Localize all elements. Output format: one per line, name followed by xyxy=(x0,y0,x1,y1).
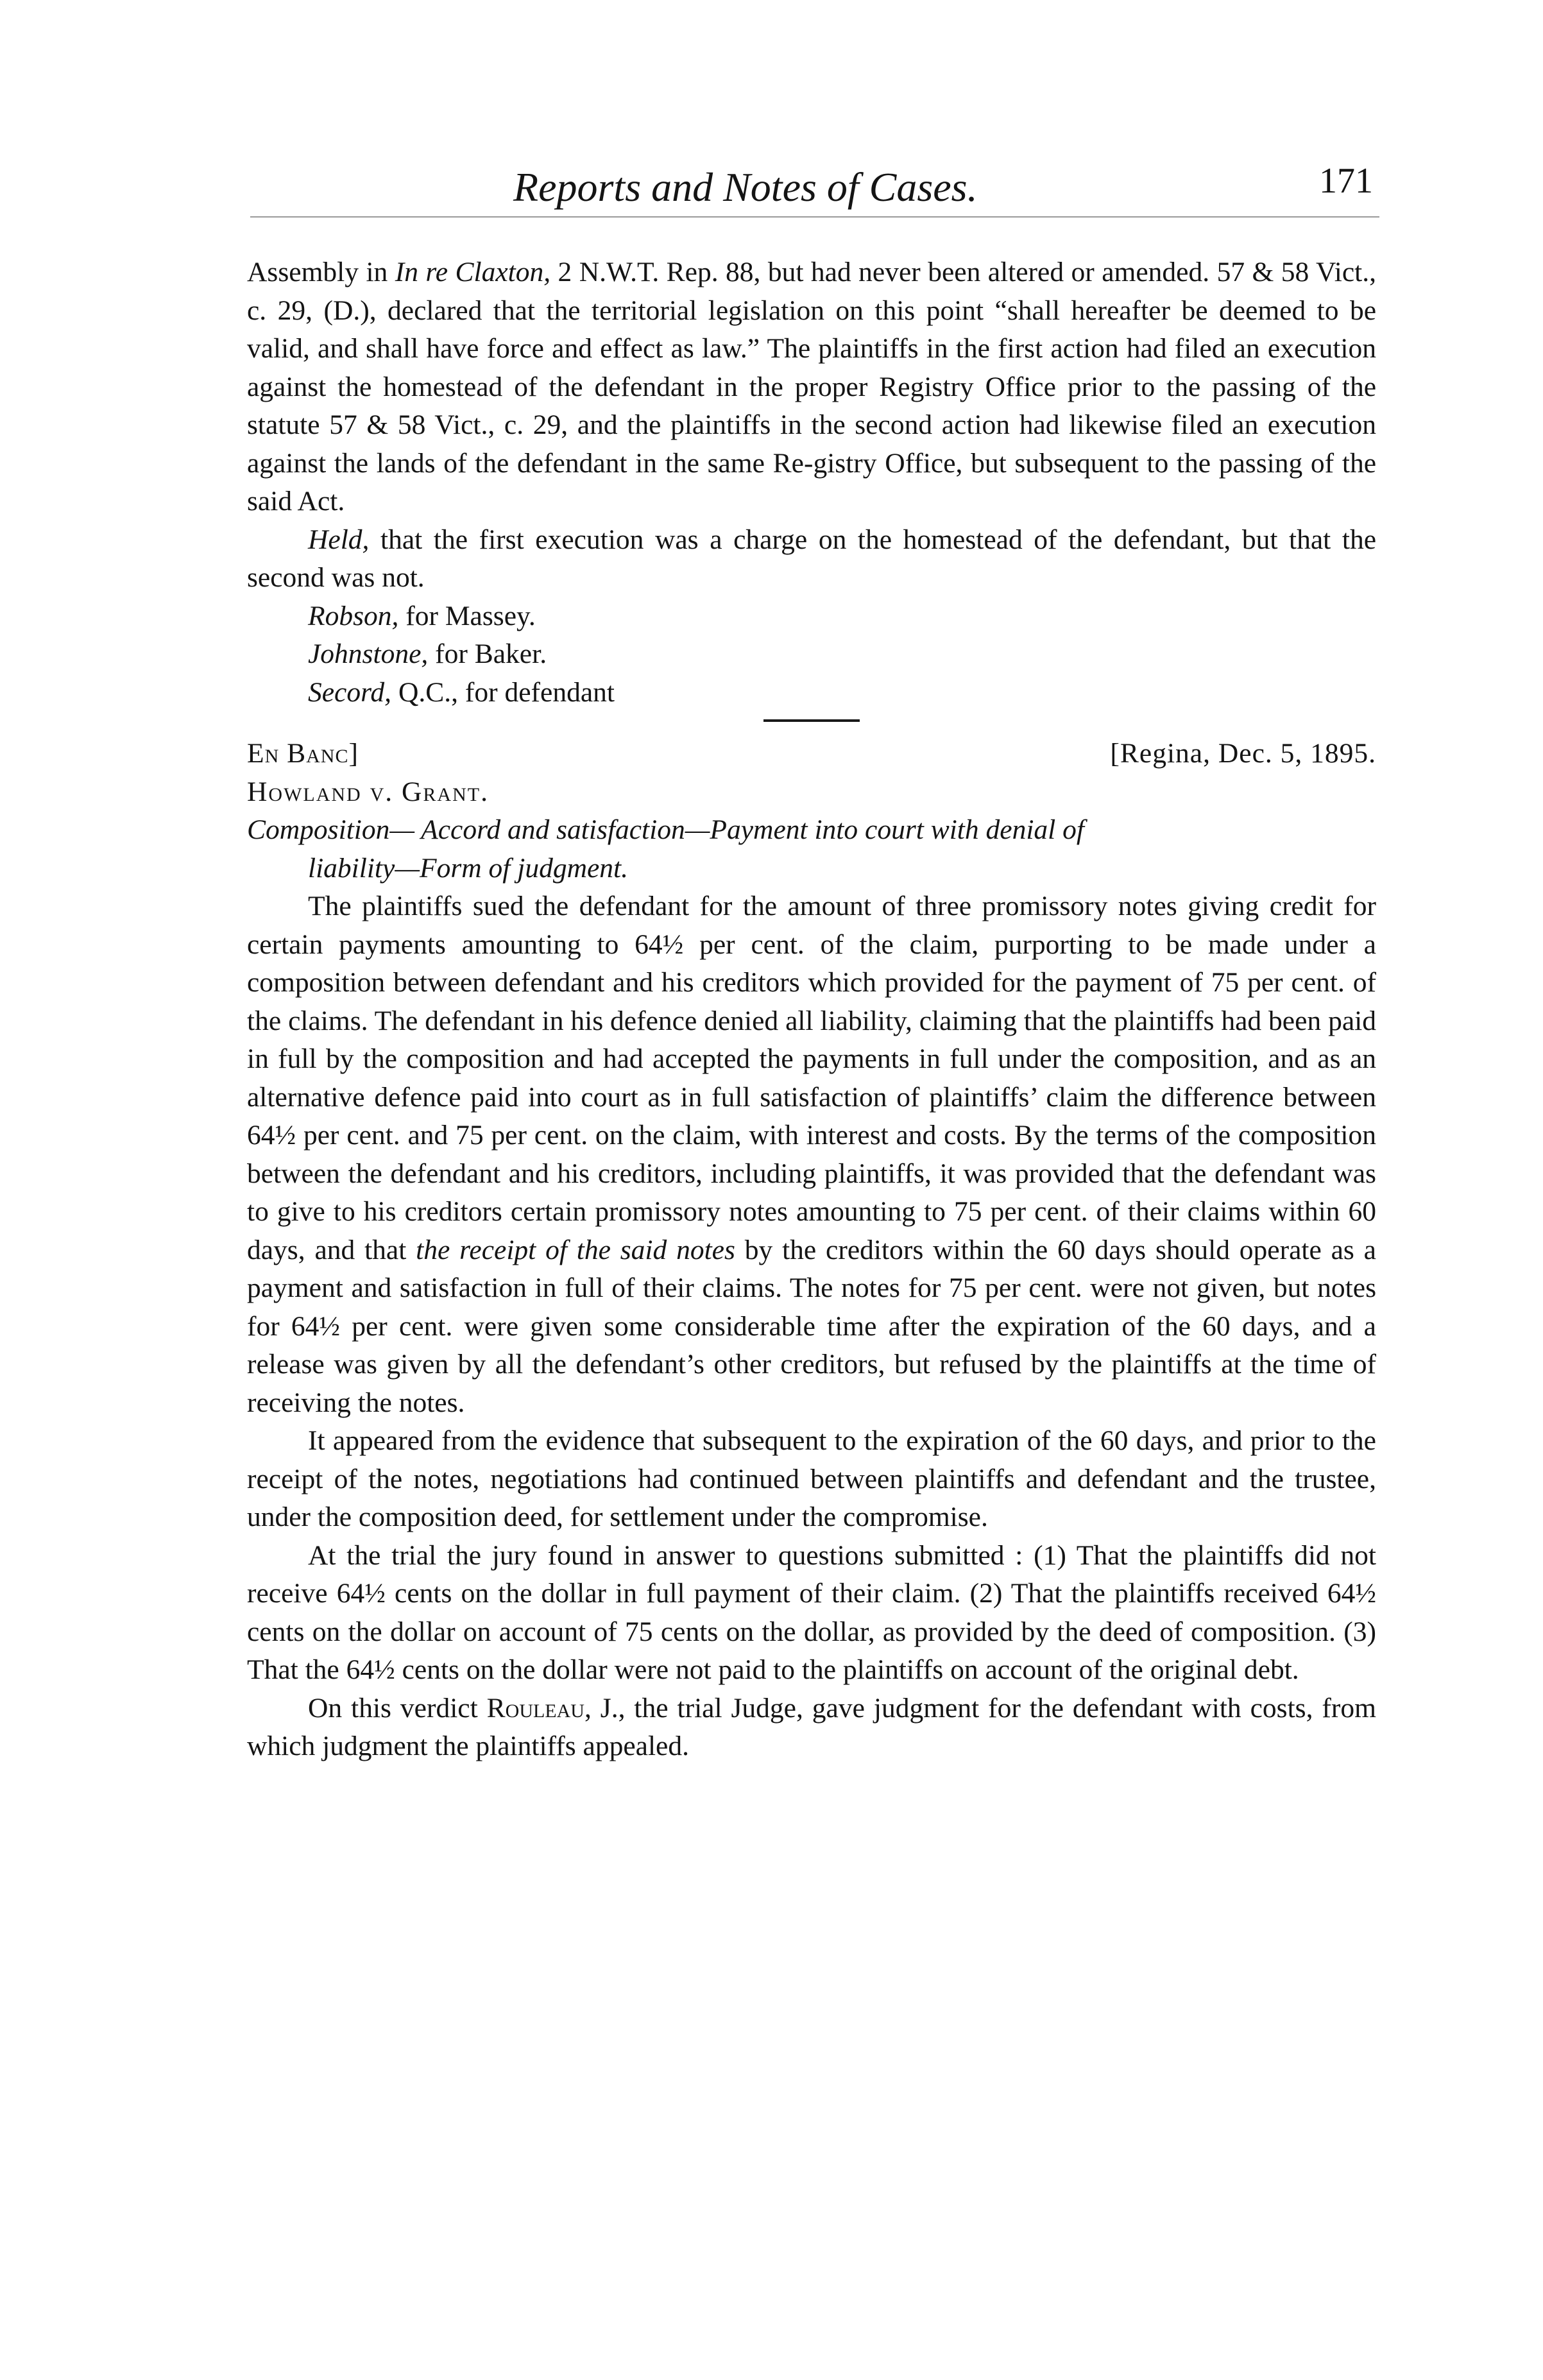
counsel-name: Secord, xyxy=(308,676,392,708)
text-line: 2 N.W.T. Rep. 88, but had never been altered or xyxy=(550,257,1095,287)
text-line: of the statute 57 & 58 Vict., c. 29, and the plaintiffs in the second action had xyxy=(247,371,1377,440)
italic-phrase: the receipt of the said notes xyxy=(416,1234,735,1265)
counsel-role: for Baker. xyxy=(428,638,547,669)
text-line: gistry Office, but subsequent to the passing of the said Act. xyxy=(247,447,1377,517)
text-line: amended. 57 & 58 Vict., c. 29, (D.), declared that the territorial legislation on xyxy=(247,257,1376,326)
text-line: effect as law.” The plaintiffs in the first action had filed an execution against the xyxy=(247,333,1377,402)
text-line: likewise filed an execution against the lands of the defendant in the same Re- xyxy=(247,409,1376,479)
paragraph-text: by the creditors within the 60 days should operate as a payment and satisfaction in full of their claims. The notes for 75 per cent. were not given, but notes for 64½ per cent. were given some considerable time after the expiration of the 60 days, and a release was given by all the defendant’s other creditors, but refused by the plaintiffs at the time of receiving the notes. xyxy=(247,1234,1376,1418)
case-citation: In re Claxton, xyxy=(395,257,551,287)
judge-name: Rouleau xyxy=(486,1692,584,1724)
held-paragraph xyxy=(247,521,1376,597)
counsel-name: Johnstone, xyxy=(308,638,429,669)
header-rule xyxy=(250,216,1379,218)
counsel-line xyxy=(247,635,1376,674)
decision-date: [Regina, Dec. 5, 1895. xyxy=(1110,738,1376,769)
counsel-line xyxy=(247,597,1376,636)
facts-paragraph xyxy=(247,887,1376,1422)
counsel-line xyxy=(247,674,1376,712)
counsel-role: for Massey. xyxy=(398,600,536,631)
previous-case-paragraph xyxy=(247,253,1376,521)
running-title: Reports and Notes of Cases. xyxy=(513,164,978,210)
paragraph-text: , J., the trial Judge, gave judgment for the defendant with costs, from which judgment the plaintiffs appealed. xyxy=(247,1692,1376,1761)
counsel-name: Robson, xyxy=(308,600,399,631)
page-body xyxy=(247,253,1376,1766)
counsel-role: Q.C., for defendant xyxy=(391,676,615,708)
text-line: this point “shall hereafter be deemed to be valid, and shall have force and xyxy=(247,295,1377,364)
held-text: that the first execution was a charge on the homestead of the xyxy=(369,524,1103,555)
catchwords: Composition— Accord and satisfaction—Payment into court with denial of xyxy=(247,814,1084,845)
court-name: En Banc] xyxy=(247,738,359,769)
held-text: defendant, but that the second was not. xyxy=(247,524,1377,593)
case-title: Howland v. Grant. xyxy=(247,776,489,807)
paragraph-text: The plaintiffs sued the defendant for the amount of three promissory notes giving credit for certain payments amounting to 64½ per cent. of the claim, purporting to be made under a composition between defendant and his creditors which provided for the payment of 75 per cent. of the claims. The defendant in his defence denied all liability, claiming that the plaintiffs had been paid in full by the composition and had accepted the payments in full under the composition, and as an alternative defence paid into court as in full satisfaction of plaintiffs’ claim the difference between 64½ per cent. and 75 per cent. on the claim, with interest and costs. By the terms of the composition between the defendant and his creditors, including plaintiffs, it was provided that the defendant was to give to his creditors certain promissory notes amounting to 75 per cent. of their claims within 60 days, and that xyxy=(247,891,1376,1265)
verdict-paragraph xyxy=(247,1690,1376,1766)
held-label: Held, xyxy=(308,524,370,555)
running-header xyxy=(250,161,1379,215)
section-gap xyxy=(247,712,1376,736)
jury-findings-paragraph: At the trial the jury found in answer to questions submitted : (1) That the plaintiffs did not receive 64½ cents on the dollar in full payment of their claim. (2) That the plaintiffs received 64½ cents on the dollar on account of 75 cents on the dollar, as provided by the deed of composition. (3) That the 64½ cents on the dollar were not paid to the plaintiffs on account of the original debt. xyxy=(247,1539,1376,1685)
paragraph-text: On this verdict xyxy=(308,1692,487,1724)
page-number: 171 xyxy=(1319,161,1373,201)
evidence-paragraph: It appeared from the evidence that subsequent to the expiration of the 60 days, and prior to the receipt of the notes, negotiations had continued between plaintiffs and defendant and the trustee, under the composition deed, for settlement under the compromise. xyxy=(247,1425,1376,1532)
catchwords-continued: liability—Form of judgment. xyxy=(308,852,629,884)
court-line xyxy=(247,735,1376,773)
section-divider xyxy=(763,719,860,722)
text-line: homestead of the defendant in the proper Registry Office prior to the passing xyxy=(383,371,1296,402)
text-line: Assembly in xyxy=(247,257,395,287)
